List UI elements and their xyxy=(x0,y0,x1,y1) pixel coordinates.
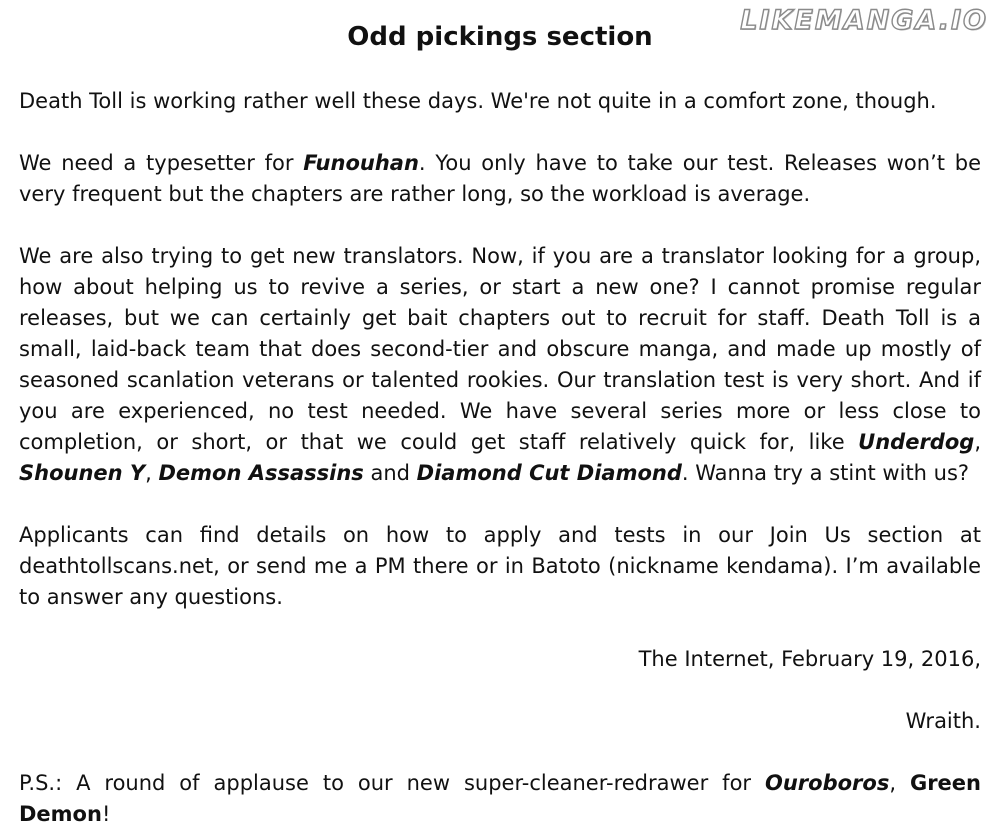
text: , xyxy=(145,461,159,485)
watermark: LIKEMANGA.IO xyxy=(740,5,988,36)
paragraph-intro: Death Toll is working rather well these days. We're not quite in a comfort zone, though. xyxy=(19,89,937,113)
series-title: Shounen Y xyxy=(19,461,146,485)
paragraph-translators xyxy=(19,241,981,489)
text: We need a typesetter for xyxy=(19,151,304,175)
signature: Wraith. xyxy=(905,709,981,733)
series-title: Underdog xyxy=(858,430,975,454)
text: We are also trying to get new translators. Now, if you are a translator looking for a group, how about helping us to revive a series, or start a new one? I cannot promise regular releases, but we can certainly get bait chapters out to recruit for staff. Death Toll is a small, laid-back team that does second-tier and obscure manga, and made up mostly of seasoned scanlation veterans or talented rookies. Our translation test is very short. And if you are experienced, no test needed. We have several series more or less close to completion, or short, or that we could get staff relatively quick for, like xyxy=(19,244,981,454)
article-body xyxy=(19,86,981,830)
series-title: Green Demon xyxy=(19,771,981,826)
series-title: Funouhan xyxy=(303,151,419,175)
text: ! xyxy=(101,802,111,826)
text: . Wanna try a stint with us? xyxy=(681,461,970,485)
text: P.S.: A round of applause to our new super-cleaner-redrawer for xyxy=(19,771,765,795)
text: , xyxy=(889,771,910,795)
paragraph-applicants: Applicants can find details on how to apply and tests in our Join Us section at deathtollscans.net, or send me a PM there or in Batoto (nickname kendama). I’m available to answer any questions. xyxy=(19,523,981,609)
paragraph-ps xyxy=(19,768,981,830)
paragraph-typesetter xyxy=(19,148,981,210)
page-title: Odd pickings section xyxy=(347,22,653,52)
series-title: Demon Assassins xyxy=(158,461,364,485)
text: , xyxy=(974,430,981,454)
series-title: Ouroboros xyxy=(765,771,890,795)
text: and xyxy=(363,461,417,485)
series-title: Diamond Cut Diamond xyxy=(416,461,682,485)
text: . You only have to take our test. Releases won’t be very frequent but the chapters are rather long, so the workload is average. xyxy=(19,151,981,206)
dateline: The Internet, February 19, 2016, xyxy=(638,647,981,671)
